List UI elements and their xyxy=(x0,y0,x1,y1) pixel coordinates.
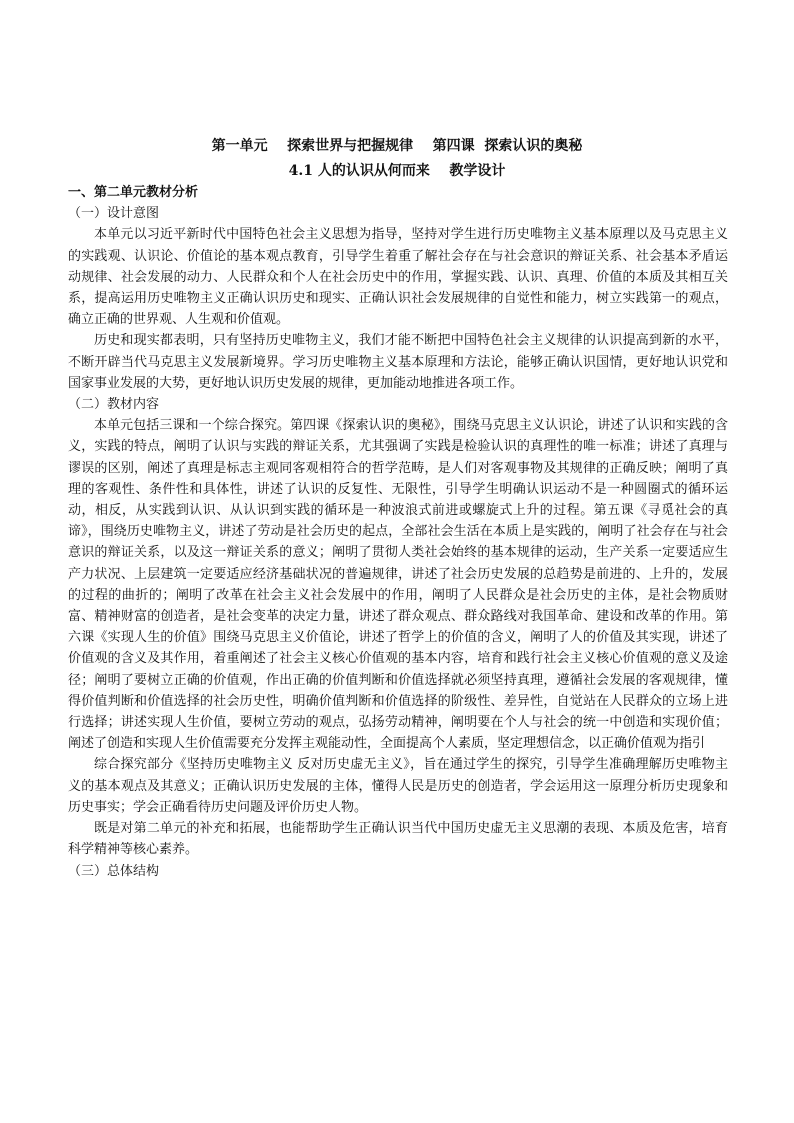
paragraph: 历史和现实都表明，只有坚持历史唯物主义，我们才能不断把中国特色社会主义规律的认识提高到新的水平，不断开辟当代马克思主义发展新境界。学习历史唯物主义基本原理和方法论，能够正确认识国情，更好地认识党和国家事业发展的大势，更好地认识历史发展的规律，更加能动地推进各项工作。 xyxy=(68,333,728,391)
subsection-heading-textbook-content: （二）教材内容 xyxy=(68,397,160,413)
paragraph: 本单元包括三课和一个综合探究。第四课《探索认识的奥秘》，围绕马克思主义认识论，讲述了认识和实践的含义，实践的特点，阐明了认识与实践的辩证关系，尤其强调了实践是检验认识的真理性的唯一标准；讲述了真理与谬误的区别，阐述了真理是标志主观同客观相符合的哲学范畴，是人们对客观事物及其规律的正确反映；阐明了真理的客观性、条件性和具体性，讲述了认识的反复性、无限性，引导学生明确认识运动不是一种圆圈式的循环运动，相反，从实践到认识、从认识到实践的循环是一种波浪式前进或螺旋式上升的过程。第五课《寻觅社会的真谛》，围绕历史唯物主义，讲述了劳动是社会历史的起点，全部社会生活在本质上是实践的，阐明了社会存在与社会意识的辩证关系，以及这一辩证关系的意义；阐明了贯彻人类社会始终的基本规律的运动，生产关系一定要适应生产力状况、上层建筑一定要适应经济基础状况的普遍规律，讲述了社会历史发展的总趋势是前进的、上升的，发展的过程的曲折的；阐明了改革在社会主义社会发展中的作用，阐明了人民群众是社会历史的主体，是社会物质财富、精神财富的创造者，是社会变革的决定力量，讲述了群众观点、群众路线对我国革命、建设和改革的作用。第六课《实现人生的价值》围绕马克思主义价值论，讲述了哲学上的价值的含义，阐明了人的价值及其实现，讲述了价值观的含义及其作用，着重阐述了社会主义核心价值观的基本内容，培育和践行社会主义核心价值观的意义及途径；阐明了要树立正确的价值观，作出正确的价值判断和价值选择就必须坚持真理，遵循社会发展的客观规律，懂得价值判断和价值选择的社会历史性，明确价值判断和价值选择的阶级性、差异性，自觉站在人民群众的立场上进行选择；讲述实现人生价值，要树立劳动的观点，弘扬劳动精神，阐明要在个人与社会的统一中创造和实现价值；阐述了创造和实现人生价值需要充分发挥主观能动性，全面提高个人素质，坚定理想信念，以正确价值观为指引 xyxy=(68,418,728,752)
subsection-heading-design-intent: （一）设计意图 xyxy=(68,206,160,222)
paragraph: 既是对第二单元的补充和拓展，也能帮助学生正确认识当代中国历史虚无主义思潮的表现、本质及危害，培育科学精神等核心素养。 xyxy=(68,821,728,858)
section-heading: 一、第二单元教材分析 xyxy=(68,185,199,200)
paragraph: 本单元以习近平新时代中国特色社会主义思想为指导，坚持对学生进行历史唯物主义基本原理以及马克思主义的实践观、认识论、价值论的基本观点教育，引导学生着重了解社会存在与社会意识的辩证关系、社会基本矛盾运动规律、社会发展的动力、人民群众和个人在社会历史中的作用，掌握实践、认识、真理、价值的本质及其相互关系，提高运用历史唯物主义正确认识历史和现实、正确认识社会发展规律的自觉性和能力，树立实践第一的观点，确立正确的世界观、人生观和价值观。 xyxy=(68,227,728,328)
paragraph: 综合探究部分《坚持历史唯物主义 反对历史虚无主义》，旨在通过学生的探究，引导学生准确理解历史唯物主义的基本观点及其意义；正确认识历史发展的主体，懂得人民是历史的创造者，学会运用这一原理分析历史现象和历史事实；学会正确看待历史问题及评价历史人物。 xyxy=(68,757,728,815)
document-title-line-2: 4.1 人的认识从何而来 教学设计 xyxy=(288,163,506,179)
document-body xyxy=(68,182,728,882)
document-title-line-1: 第一单元 探索世界与把握规律 第四课 探索认识的奥秘 xyxy=(211,138,583,154)
subsection-heading-overall-structure: （三）总体结构 xyxy=(68,863,160,879)
